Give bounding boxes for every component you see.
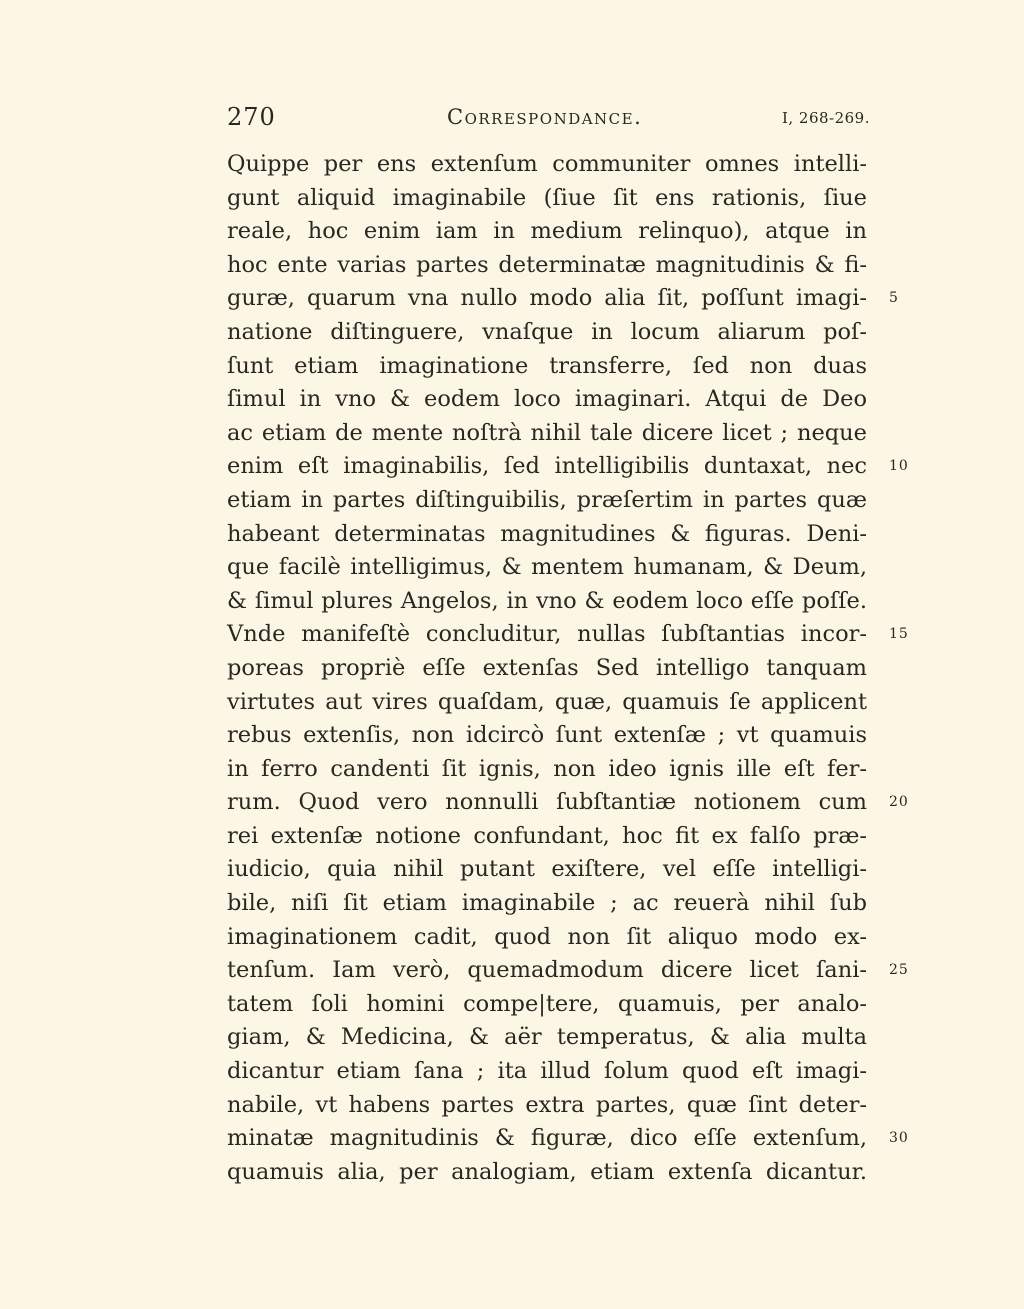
line-text: in ferro candenti ſit ignis, non ideo ignis ille eſt fer- (227, 755, 867, 782)
text-line (227, 249, 867, 283)
line-number: 5 (889, 290, 899, 307)
line-number: 25 (889, 962, 909, 979)
text-line (227, 417, 867, 451)
line-text: nabile, vt habens partes extra partes, quæ ſint deter- (227, 1091, 867, 1118)
text-line (227, 1089, 867, 1123)
text-line (227, 719, 867, 753)
line-text: habeant determinatas magnitudines & figuras. Deni- (227, 520, 867, 547)
text-line (227, 820, 867, 854)
line-text: quamuis alia, per analogiam, etiam extenſa dicantur. (227, 1158, 867, 1185)
text-line (227, 786, 909, 820)
body-text (227, 148, 909, 1189)
text-line (227, 518, 867, 552)
page-range: I, 268-269. (781, 109, 870, 127)
text-line (227, 1156, 867, 1190)
line-text: imaginationem cadit, quod non ſit aliquo modo ex- (227, 923, 867, 950)
line-text: virtutes aut vires quaſdam, quæ, quamuis ſe applicent (227, 688, 867, 715)
line-text: dicantur etiam ſana ; ita illud ſolum quod eſt imagi- (227, 1058, 867, 1085)
text-line (227, 1055, 867, 1089)
text-line (227, 988, 867, 1022)
line-text: natione diſtinguere, vnaſque in locum aliarum poſ- (227, 318, 867, 345)
line-text: que facilè intelligimus, & mentem humanam, & Deum, (227, 554, 867, 581)
text-line (227, 1021, 867, 1055)
text-line (227, 182, 867, 216)
text-line (227, 484, 867, 518)
line-text: gunt aliquid imaginabile (ſiue ſit ens rationis, ſiue (227, 184, 867, 211)
line-number: 30 (889, 1130, 909, 1147)
text-line (227, 887, 867, 921)
line-text: enim eſt imaginabilis, ſed intelligibilis duntaxat, nec (227, 453, 867, 480)
line-text: rebus extenſis, non idcircò ſunt extenſæ ; vt quamuis (227, 722, 867, 749)
text-line (227, 551, 867, 585)
running-title: Correspondance. (447, 105, 643, 129)
line-text: iudicio, quia nihil putant exiſtere, vel eſſe intelligi- (227, 856, 867, 883)
text-line (227, 686, 867, 720)
text-line (227, 350, 867, 384)
line-text: rei extenſæ notione confundant, hoc fit ex falſo præ- (227, 822, 867, 849)
text-line (227, 316, 867, 350)
line-number: 15 (889, 626, 909, 643)
line-text: Vnde manifeſtè concluditur, nullas ſubſtantias incor- (227, 621, 867, 648)
line-number: 10 (889, 458, 909, 475)
page-header (227, 103, 870, 135)
line-text: rum. Quod vero nonnulli ſubſtantiæ notionem cum (227, 789, 867, 816)
line-text: poreas propriè eſſe extenſas Sed intelligo tanquam (227, 654, 867, 681)
line-text: & ſimul plures Angelos, in vno & eodem loco eſſe poſſe. (227, 587, 867, 614)
text-line (227, 585, 867, 619)
line-text: ſimul in vno & eodem loco imaginari. Atqui de Deo (227, 386, 867, 413)
text-line (227, 753, 867, 787)
text-line (227, 282, 899, 316)
text-line (227, 450, 909, 484)
text-line (227, 921, 867, 955)
text-line (227, 215, 867, 249)
text-line (227, 853, 867, 887)
page-number: 270 (227, 103, 276, 131)
line-text: etiam in partes diſtinguibilis, præſertim in partes quæ (227, 486, 867, 513)
line-text: guræ, quarum vna nullo modo alia ſit, poſſunt imagi- (227, 285, 867, 312)
text-line (227, 1122, 909, 1156)
text-line (227, 383, 867, 417)
line-text: ac etiam de mente noſtrà nihil tale dicere licet ; neque (227, 419, 867, 446)
line-text: giam, & Medicina, & aër temperatus, & alia multa (227, 1024, 867, 1051)
line-number: 20 (889, 794, 909, 811)
text-line (227, 148, 867, 182)
line-text: Quippe per ens extenſum communiter omnes intelli- (227, 151, 867, 177)
text-line (227, 954, 909, 988)
line-text: hoc ente varias partes determinatæ magnitudinis & fi- (227, 251, 867, 278)
line-text: reale, hoc enim iam in medium relinquo), atque in (227, 218, 867, 245)
text-line (227, 652, 867, 686)
line-text: minatæ magnitudinis & figuræ, dico eſſe extenſum, (227, 1125, 867, 1152)
line-text: ſunt etiam imaginatione transferre, ſed non duas (227, 352, 867, 379)
text-line (227, 618, 909, 652)
line-text: tatem ſoli homini compe|tere, quamuis, per analo- (227, 990, 867, 1017)
line-text: tenſum. Iam verò, quemadmodum dicere licet ſani- (227, 957, 867, 984)
line-text: bile, niſi ſit etiam imaginabile ; ac reuerà nihil ſub (227, 890, 867, 917)
